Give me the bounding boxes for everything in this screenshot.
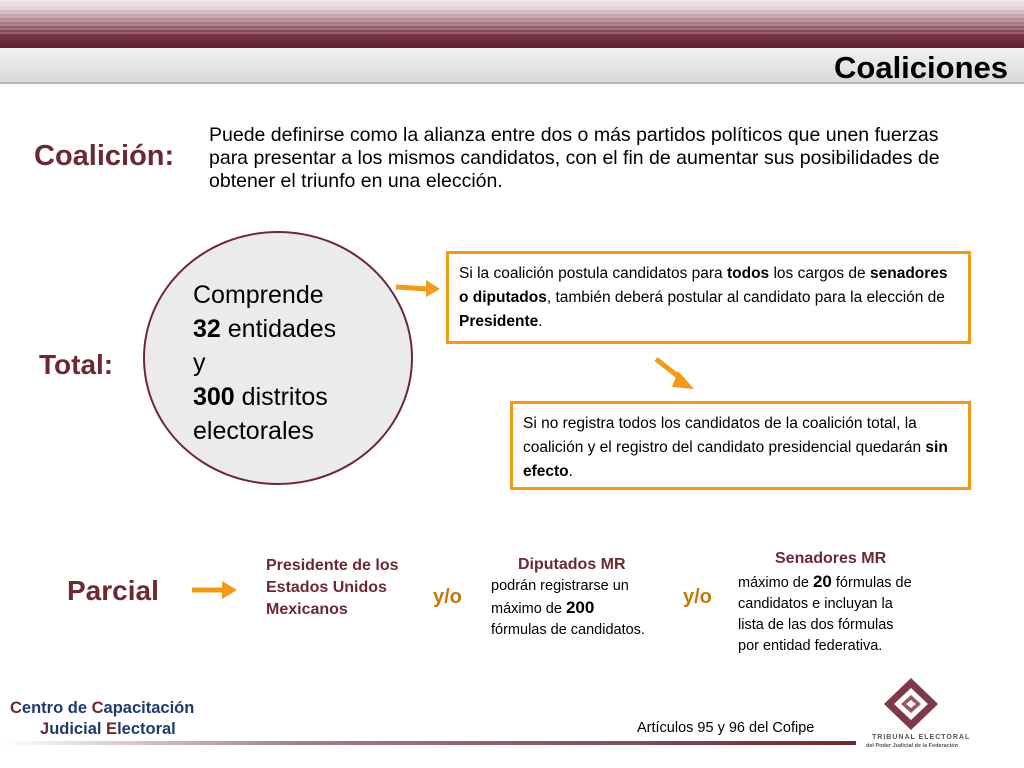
brand-initial-j: J xyxy=(40,720,50,738)
parcial-label: Parcial xyxy=(67,575,159,606)
deputies-max-label: máximo de xyxy=(491,601,566,617)
brand-text-capacitacion: apacitación xyxy=(103,699,195,717)
coalicion-label: Coalición: xyxy=(34,140,175,172)
circle-line4 xyxy=(193,380,336,414)
total-condition-box xyxy=(446,251,971,344)
brand-initial-c2: C xyxy=(91,699,104,717)
circle-line3: y xyxy=(193,349,206,377)
circle-districts-label: distritos xyxy=(234,383,328,411)
brand-initial-c: C xyxy=(10,699,22,717)
total-consequence-box xyxy=(510,401,971,490)
footer-brand xyxy=(10,698,194,740)
title-bar xyxy=(0,48,1024,84)
circle-districts-number: 300 xyxy=(193,383,235,411)
president-line2: Estados Unidos xyxy=(266,579,387,596)
senators-formulas-label: fórmulas de xyxy=(831,575,912,591)
brand-line1 xyxy=(10,698,194,719)
senators-line4: por entidad federativa. xyxy=(738,638,883,654)
president-line3: Mexicanos xyxy=(266,601,348,618)
logo-title: TRIBUNAL ELECTORAL xyxy=(872,734,971,741)
senators-max-label: máximo de xyxy=(738,575,813,591)
circle-line1: Comprende xyxy=(193,281,324,309)
brand-initial-e: E xyxy=(106,720,118,738)
circle-entities-label: entidades xyxy=(220,315,337,343)
senators-line3: lista de las dos fórmulas xyxy=(738,617,894,633)
president-option xyxy=(266,555,399,621)
box1-bold-presidente: Presidente xyxy=(459,313,539,330)
footer-divider xyxy=(0,741,856,745)
and-or-label-1: y/o xyxy=(433,586,462,608)
box2-bold-sin-efecto: sin efecto xyxy=(523,439,948,480)
circle-text xyxy=(193,278,336,448)
brand-text-electoral: lectoral xyxy=(117,720,176,738)
brand-line2 xyxy=(10,719,194,740)
arrow-right-icon xyxy=(394,276,442,300)
page-title: Coaliciones xyxy=(834,50,1008,85)
box1-text1: Si la coalición postula candidatos para xyxy=(459,265,727,282)
total-label: Total: xyxy=(39,349,114,380)
box2-text1: Si no registra todos los candidatos de la coalición total, la coalición y el registro del candidato presidencial quedarán xyxy=(523,415,926,456)
arrow-down-right-icon xyxy=(652,355,698,393)
deputies-line3: fórmulas de candidatos. xyxy=(491,622,645,638)
brand-text-centro: entro de xyxy=(21,699,92,717)
box1-bold-todos: todos xyxy=(726,265,770,282)
definition-text: Puede definirse como la alianza entre dos o más partidos políticos que unen fuerzas para presentar a los mismos candidatos, con el fin de aumentar sus posibilidades de obtener el triunfo en una elección. xyxy=(209,124,940,192)
senators-line1 xyxy=(738,571,912,594)
box1-text2: los cargos de xyxy=(769,265,870,282)
president-line1: Presidente de los xyxy=(266,557,399,574)
box1-bold-cargos: senadores o diputados xyxy=(459,265,948,306)
header-stripes xyxy=(0,0,1024,36)
circle-entities-number: 32 xyxy=(193,315,221,343)
logo-subtitle: del Poder Judicial de la Federación xyxy=(866,743,959,749)
senators-max-number: 20 xyxy=(812,572,832,591)
circle-line2 xyxy=(193,312,336,346)
box2-text2: . xyxy=(568,463,573,480)
deputies-line1: podrán registrarse un xyxy=(491,578,629,594)
senators-text xyxy=(738,571,912,657)
box1-text4: . xyxy=(538,313,543,330)
deputies-line2 xyxy=(491,597,645,620)
circle-line5: electorales xyxy=(193,417,314,445)
senators-line2: candidatos e incluyan la xyxy=(738,596,893,612)
tribunal-logo-icon xyxy=(880,676,942,732)
senators-title: Senadores MR xyxy=(775,550,887,567)
and-or-label-2: y/o xyxy=(683,586,712,608)
deputies-title: Diputados MR xyxy=(518,556,626,573)
deputies-text xyxy=(491,576,645,641)
articles-reference: Artículos 95 y 96 del Cofipe xyxy=(637,720,815,736)
arrow-right-icon xyxy=(190,578,240,602)
deputies-max-number: 200 xyxy=(565,598,595,617)
box1-text3: , también deberá postular al candidato para la elección de xyxy=(546,289,945,306)
brand-text-judicial: udicial xyxy=(49,720,107,738)
